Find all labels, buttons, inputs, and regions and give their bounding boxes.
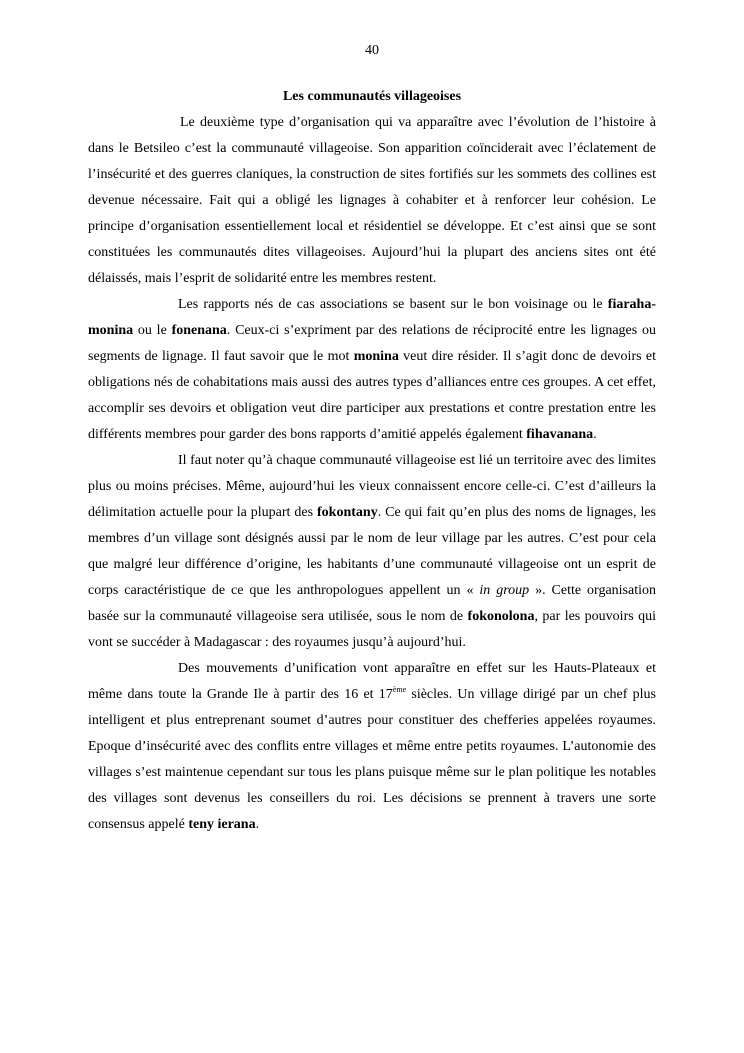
paragraph-text: . Ce qui fait qu’en plus des noms de lignages, les membres d’un village sont désignés aussi par le nom de leur village par les autres. C’est pour cela que malgré leur différence d’origine, les habitants d’une communauté villageoise ont un esprit de corps caractéristique de ce que les anthropologues appellent un « bbox=[88, 505, 657, 598]
paragraph-text: Le deuxième type d’organisation qui va apparaître avec l’évolution de l’histoire à dans le Betsileo c’est la communauté villageoise. Son apparition coïnciderait avec l’éclatement de l’insécurité et des guerres claniques, la construction de sites fortifiés sur les sommets des collines est devenue nécessaire. Fait qui a obligé les lignages à cohabiter et à renforcer leur cohésion. Le principe d’organisation essentiellement local et résidentiel se développe. Et c’est ainsi que se sont constituées les communautés dites villageoises. Aujourd’hui la plupart des anciens sites ont été délaissés, mais l’esprit de solidarité entre les membres restent. bbox=[88, 115, 656, 286]
section-title: Les communautés villageoises bbox=[282, 89, 462, 104]
paragraph-text: Il faut noter qu’à chaque communauté villageoise est lié un territoire avec des limites plus ou moins précises. Même, aujourd’hui les vieux connaissent encore celle-ci. C’est d’ailleurs la délimitation actuelle pour la plupart des bbox=[88, 453, 656, 520]
term-in-group: in group bbox=[479, 583, 530, 598]
paragraph-2 bbox=[88, 292, 656, 448]
term-fihavanana: fihavanana bbox=[526, 427, 594, 442]
page-number: 40 bbox=[365, 43, 379, 58]
paragraph-text: , par les pouvoirs qui vont se succéder à Madagascar : des royaumes jusqu’à aujourd’hui. bbox=[88, 609, 656, 650]
term-monina: monina bbox=[353, 349, 399, 364]
paragraph-text: . bbox=[593, 427, 597, 442]
paragraph-text: veut dire résider. Il s’agit donc de devoirs et obligations nés de cohabitations mais aussi des autres types d’alliances entre ces groupes. A cet effet, accomplir ses devoirs et obligation veut dire participer aux prestations et contre prestation entre les différents membres pour garder des bons rapports d’amitié appelés également bbox=[88, 349, 656, 442]
term-fokontany: fokontany bbox=[317, 505, 378, 520]
paragraph-text: Des mouvements d’unification vont apparaître en effet sur les Hauts-Plateaux et même dans toute la Grande Ile à partir des 16 et 17 bbox=[88, 661, 656, 702]
body-text bbox=[88, 110, 656, 838]
paragraph-1 bbox=[88, 110, 656, 292]
paragraph-text: Les rapports nés de cas associations se basent sur le bon voisinage ou le bbox=[178, 297, 608, 312]
paragraph-text: . Ceux-ci s’expriment par des relations de réciprocité entre les lignages ou segments de lignage. Il faut savoir que le mot bbox=[88, 323, 656, 364]
paragraph-text: siècles. Un village dirigé par un chef plus intelligent et plus entreprenant soumet d’autres pour constituer des chefferies appelées royaumes. Epoque d’insécurité avec des conflits entre villages et même entre petits royaumes. L’autonomie des villages s’est maintenue cependant sur tous les plans puisque même sur le plan politique les notables des villages sont devenus les conseillers du roi. Les décisions se prennent à travers une sorte consensus appelé bbox=[88, 687, 656, 832]
paragraph-4 bbox=[88, 656, 656, 838]
paragraph-3 bbox=[88, 448, 656, 656]
term-fonenana: fonenana bbox=[171, 323, 227, 338]
term-fokonolona: fokonolona bbox=[467, 609, 535, 624]
superscript-eme: ème bbox=[392, 685, 407, 694]
term-teny-ierana: teny ierana bbox=[188, 817, 256, 832]
paragraph-text: ou le bbox=[133, 323, 172, 338]
paragraph-text: ». Cette organisation basée sur la communauté villageoise sera utilisée, sous le nom de bbox=[88, 583, 656, 624]
paragraph-text: . bbox=[255, 817, 260, 832]
term-fiaraha-monina: fiaraha-monina bbox=[88, 297, 656, 338]
